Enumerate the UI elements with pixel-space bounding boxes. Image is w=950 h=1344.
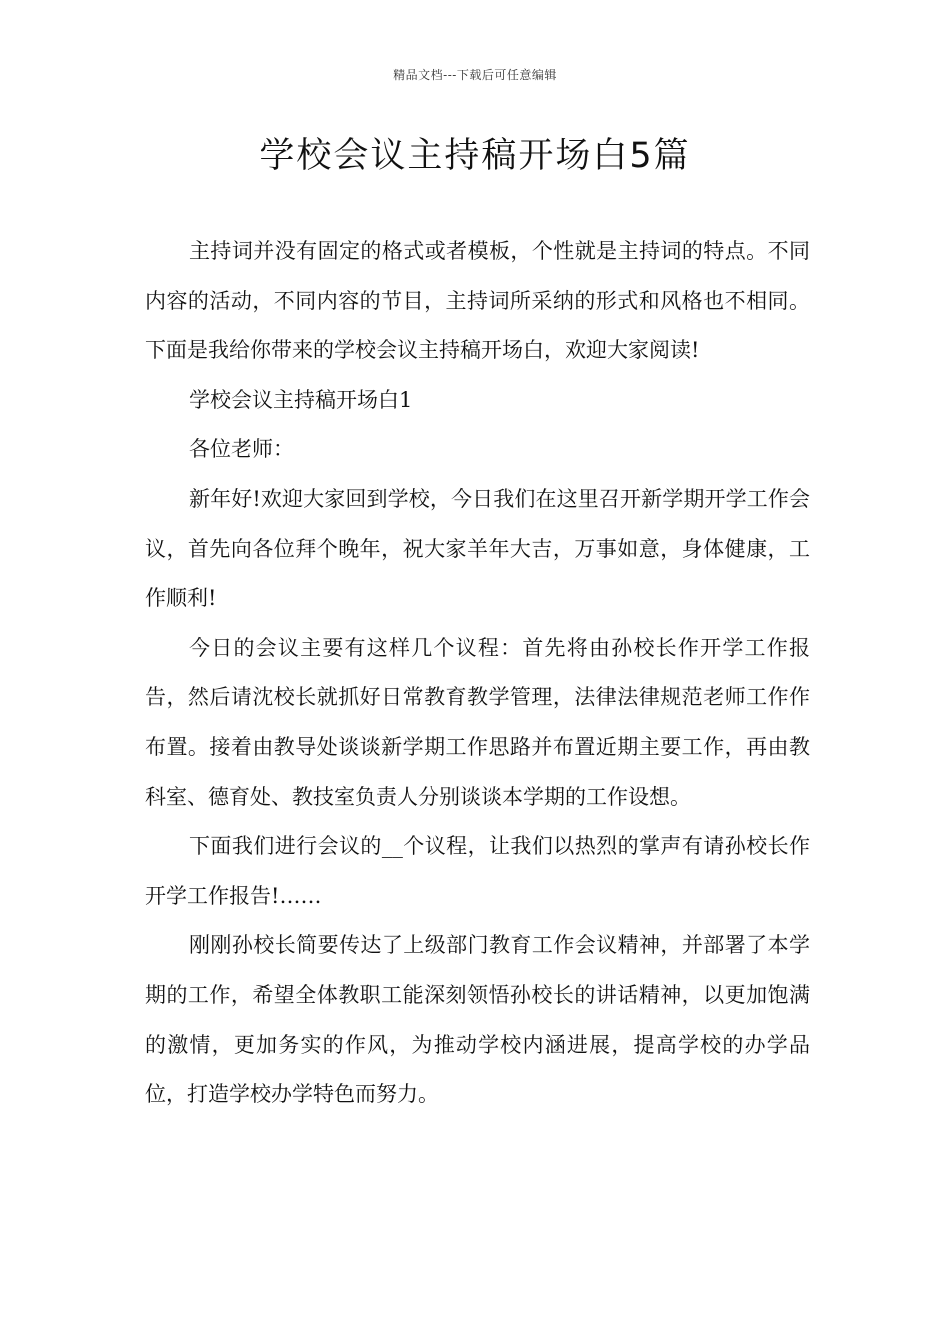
- paragraph: 新年好!欢迎大家回到学校，今日我们在这里召开新学期开学工作会议，首先向各位拜个晚年，祝大家羊年大吉，万事如意，身体健康，工作顺利!: [145, 486, 810, 611]
- paragraph-intro: 主持词并没有固定的格式或者模板，个性就是主持词的特点。不同内容的活动，不同内容的节目，主持词所采纳的形式和风格也不相同。下面是我给你带来的学校会议主持稿开场白，欢迎大家阅读!: [145, 239, 810, 363]
- paragraph: 下面我们进行会议的__个议程，让我们以热烈的掌声有请孙校长作开学工作报告!……: [145, 834, 810, 908]
- document-title: 学校会议主持稿开场白5篇: [259, 136, 691, 176]
- paragraph: 刚刚孙校长简要传达了上级部门教育工作会议精神，并部署了本学期的工作，希望全体教职工能深刻领悟孙校长的讲话精神，以更加饱满的激情，更加务实的作风，为推动学校内涵进展，提高学校的办学品位，打造学校办学特色而努力。: [145, 933, 810, 1107]
- salutation: 各位老师：: [189, 437, 294, 462]
- paragraph: 今日的会议主要有这样几个议程：首先将由孙校长作开学工作报告，然后请沈校长就抓好日常教育教学管理，法律法律规范老师工作作布置。接着由教导处谈谈新学期工作思路并布置近期主要工作，再由教科室、德育处、教技室负责人分别谈谈本学期的工作设想。: [145, 635, 810, 809]
- section-heading: 学校会议主持稿开场白1: [189, 387, 413, 412]
- header-note: 精品文档---下载后可任意编辑: [393, 68, 557, 82]
- document-body: [145, 227, 810, 1120]
